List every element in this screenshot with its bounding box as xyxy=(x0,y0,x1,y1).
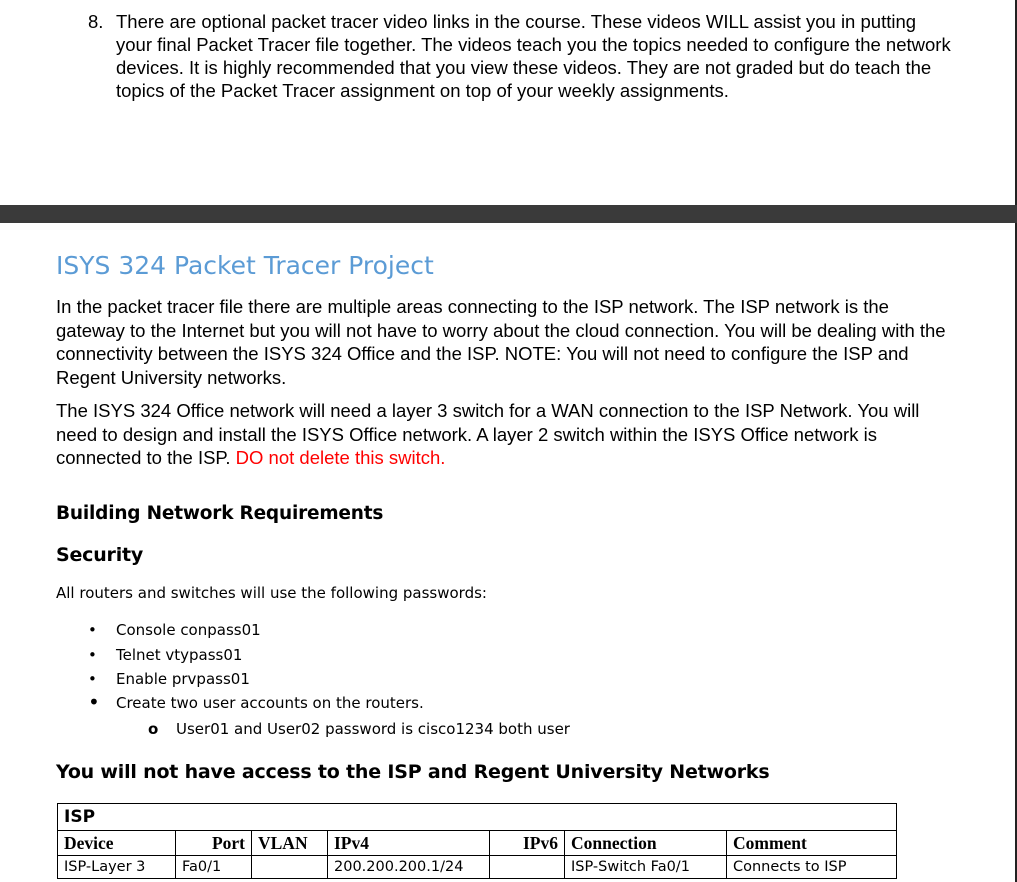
office-network-paragraph xyxy=(56,399,956,470)
bullet-icon: • xyxy=(88,690,100,714)
bullet-icon: • xyxy=(88,670,97,688)
bullet-icon: • xyxy=(88,646,97,664)
sub-bullet-icon: o xyxy=(148,720,159,738)
sub-list-item-text: User01 and User02 password is cisco1234 both user xyxy=(176,720,570,738)
list-item-text: Enable prvpass01 xyxy=(116,670,250,688)
document-page-2 xyxy=(0,223,1017,882)
column-header-ipv4: IPv4 xyxy=(328,831,490,856)
table-caption-row xyxy=(58,804,897,831)
cell-device: ISP-Layer 3 xyxy=(58,856,176,879)
list-item-text: Create two user accounts on the routers. xyxy=(116,694,424,712)
intro-paragraph: In the packet tracer file there are multiple areas connecting to the ISP network. The ISP network is the gateway to the Internet but you will not have to worry about the cloud connection. You will be dealing with the connectivity between the ISYS 324 Office and the ISP. NOTE: You will not need to configure the ISP and Regent University networks. xyxy=(56,296,946,388)
column-header-device: Device xyxy=(58,831,176,856)
page-separator xyxy=(0,205,1017,223)
cell-connection: ISP-Switch Fa0/1 xyxy=(565,856,727,879)
column-header-port: Port xyxy=(176,831,252,856)
cell-ipv4: 200.200.200.1/24 xyxy=(328,856,490,879)
column-header-ipv6: IPv6 xyxy=(490,831,565,856)
cell-ipv6 xyxy=(490,856,565,879)
column-header-vlan: VLAN xyxy=(252,831,328,856)
document-page-1 xyxy=(0,0,1017,205)
list-item-text: Console conpass01 xyxy=(116,621,261,639)
column-header-connection: Connection xyxy=(565,831,727,856)
table-row xyxy=(58,856,897,879)
isp-table xyxy=(57,803,897,879)
security-intro: All routers and switches will use the following passwords: xyxy=(56,584,487,602)
item-number: 8. xyxy=(88,11,104,32)
item-text: There are optional packet tracer video links in the course. These videos WILL assist you in putting your final Packet Tracer file together. The videos teach you the topics needed to configure the network devices. It is highly recommended that you view these videos. They are not graded but do teach the topics of the Packet Tracer assignment on top of your weekly assignments. xyxy=(116,11,951,101)
cell-comment: Connects to ISP xyxy=(727,856,897,879)
heading-security: Security xyxy=(56,544,144,566)
cell-vlan xyxy=(252,856,328,879)
warning-text: DO not delete this switch. xyxy=(235,447,446,468)
table-caption: ISP xyxy=(58,804,897,831)
bullet-icon: • xyxy=(88,621,97,639)
heading-no-access: You will not have access to the ISP and Regent University Networks xyxy=(56,761,770,783)
heading-requirements: Building Network Requirements xyxy=(56,503,384,524)
column-header-comment: Comment xyxy=(727,831,897,856)
office-network-text: The ISYS 324 Office network will need a layer 3 switch for a WAN connection to the ISP Network. You will need to design and install the ISYS Office network. A layer 2 switch within the ISYS Office network is connected to the ISP. xyxy=(56,400,920,468)
table-header-row xyxy=(58,831,897,856)
cell-port: Fa0/1 xyxy=(176,856,252,879)
list-item-text: Telnet vtypass01 xyxy=(116,646,243,664)
page-title: ISYS 324 Packet Tracer Project xyxy=(56,251,434,280)
